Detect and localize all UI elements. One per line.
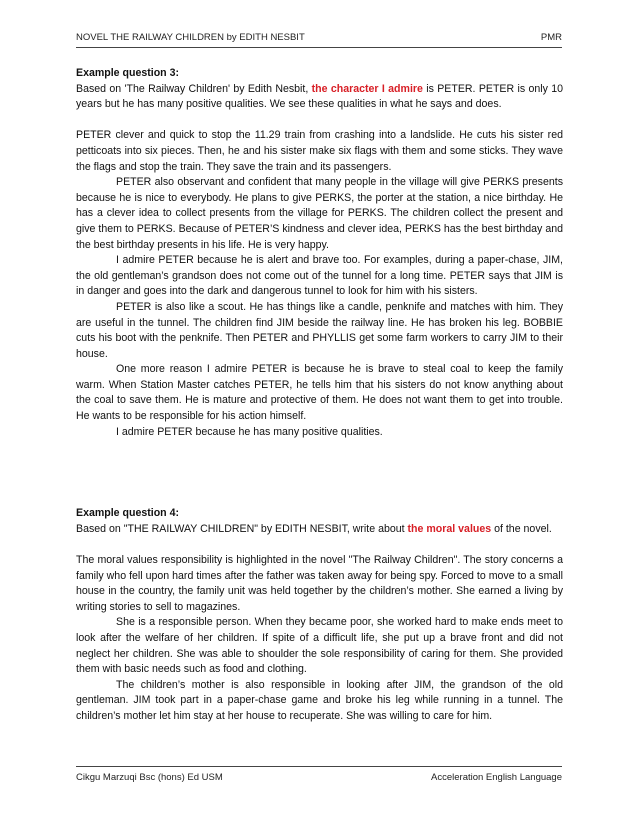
page-footer [76,772,562,786]
header-subject: PMR [540,32,562,43]
q3-paragraph-3: I admire PETER because he is alert and brave too. For examples, during a paper-chase, JIM, the old gentleman’s grandson does not come out of the tunnel for a long time. PETER says that JIM is in danger and goes into the dark and dangerous tunnel to look for him with his sisters. [76,254,563,298]
q3-paragraph-5: One more reason I admire PETER is because he is brave to steal coal to keep the family warm. When Station Master catches PETER, he tells him that his sisters do not know anything about the coal to save them. He is mature and protective of them. He does not want them to get into trouble. He wants to be responsible for his action himself. [76,363,563,423]
q4-paragraph-2: She is a responsible person. When they became poor, she worked hard to make ends meet to look after the welfare of her children. If spite of a difficult life, she put up a brave front and did not neglect her children. She was able to shoulder the sole responsibility of caring for them. She provided them with basic needs such as food and clothing. [76,616,563,676]
footer-rule [76,766,562,767]
page-content [76,62,563,725]
section-spacer [76,440,563,502]
header-title: NOVEL THE RAILWAY CHILDREN by EDITH NESBIT [76,32,305,43]
question-4-prompt-start: Based on "THE RAILWAY CHILDREN" by EDITH NESBIT, write about [76,522,408,535]
question-3-title: Example question 3: [76,67,180,79]
question-4-prompt-end: of the novel. [491,522,552,535]
footer-course: Acceleration English Language [431,772,562,783]
q4-paragraph-3: The children’s mother is also responsible in looking after JIM, the grandson of the old gentleman. JIM took part in a paper-chase game and broke his leg while running in a tunnel. The children’s mother let him stay at her house to recuperate. She was willing to care for him. [76,678,563,722]
q3-paragraph-4: PETER is also like a scout. He has things like a candle, penknife and matches with him. They are useful in the tunnel. The children find JIM beside the railway line. He has broken his leg. BOBBIE cuts his boot with the penknife. Then PETER and PHYLLIS get some farm workers to carry JIM to their house. [76,300,563,360]
spacer [76,537,563,553]
q3-paragraph-2: PETER also observant and confident that many people in the village will give PERKS presents because he is nice to everybody. He plans to give PERKS, the porter at the station, a nice birthday. He has a clever idea to collect presents from the village for PERKS. The children collect the present and give them to PERKS. Because of PETER’S kindness and clever idea, PERKS has the best birthday and the best birthday presents in his life. He is very happy. [76,176,563,251]
question-3-prompt-highlight: the character I admire [311,82,423,95]
page-header [76,32,562,46]
header-rule [76,47,562,48]
footer-author: Cikgu Marzuqi Bsc (hons) Ed USM [76,772,223,783]
q4-paragraph-1: The moral values responsibility is highlighted in the novel "The Railway Children". The story concerns a family who fell upon hard times after the father was taken away for being spy. Forced to move to a small house in the country, the family unit was held together by the children’s mother. She earned a living by writing stories to sell to magazines. [76,554,563,613]
q3-paragraph-6: I admire PETER because he has many positive qualities. [116,425,383,438]
question-3-prompt-start: Based on 'The Railway Children' by Edith Nesbit, [76,82,312,95]
question-3-prompt [76,82,563,113]
question-4-prompt-highlight: the moral values [407,522,492,535]
q3-paragraph-1: PETER clever and quick to stop the 11.29 train from crashing into a landslide. He cuts his sister red petticoats into six pieces. Then, he and his sister make six flags with them and some sticks. They wave the flags and stop the train. They save the train and its passengers. [76,129,563,173]
question-4-title: Example question 4: [76,507,180,520]
question-3-prompt-end: is PETER. PETER is only 10 years but he has many positive qualities. We see these qualities in what he says and does. [76,82,563,111]
question-4-prompt [76,522,563,538]
spacer [76,113,563,129]
